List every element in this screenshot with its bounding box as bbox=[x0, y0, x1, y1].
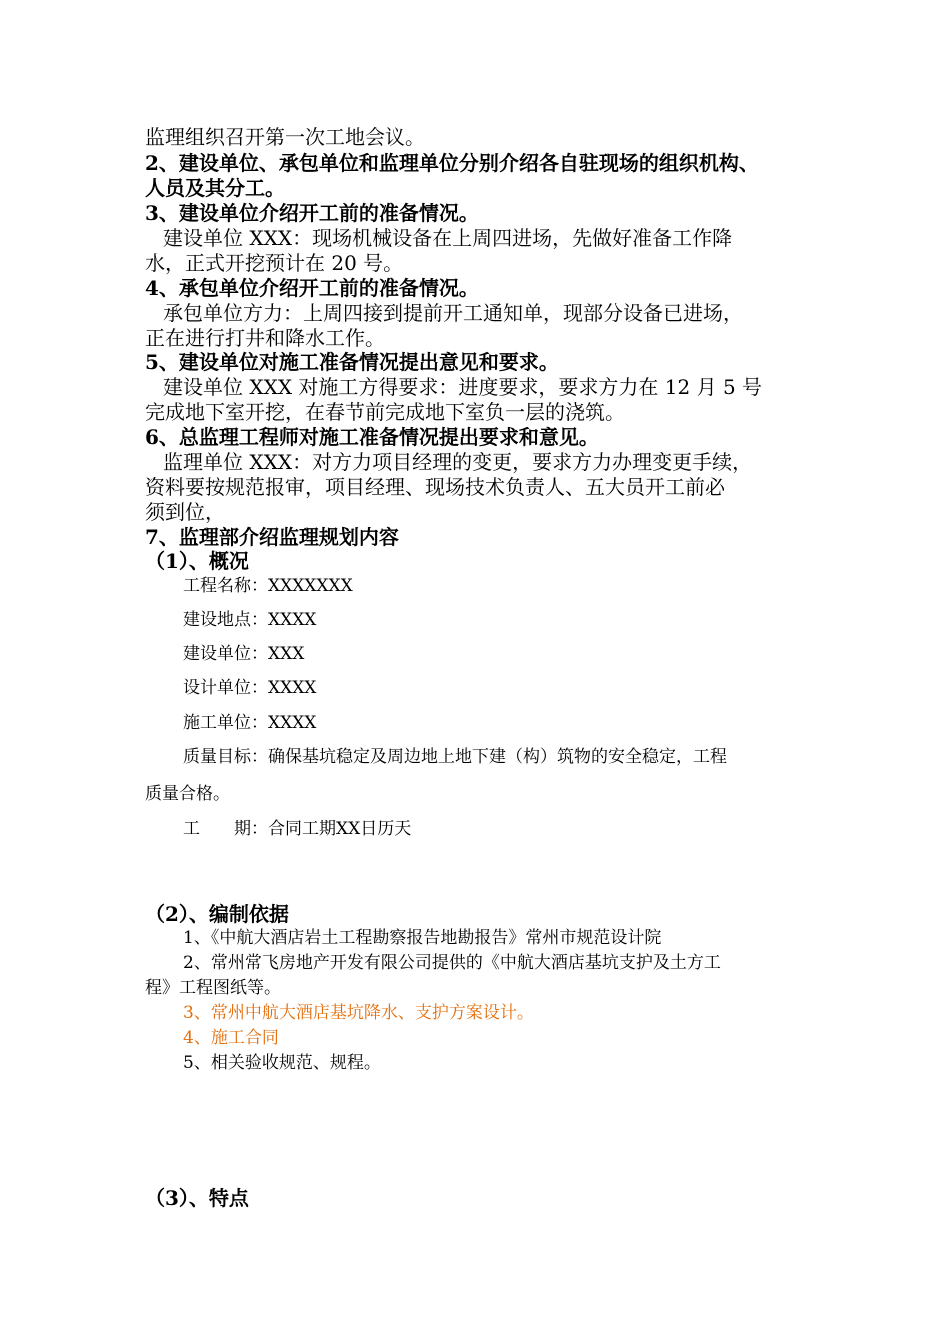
agenda-item-3-body-1: 建设单位 XXX：现场机械设备在上周四进场，先做好准备工作降 bbox=[163, 226, 733, 250]
overview-project-name: 工程名称：XXXXXXX bbox=[183, 576, 353, 596]
agenda-item-6-body-1: 监理单位 XXX：对方力项目经理的变更，要求方力办理变更手续， bbox=[163, 450, 753, 474]
agenda-item-5-title: 5、建设单位对施工准备情况提出意见和要求。 bbox=[145, 350, 559, 374]
overview-heading: （1）、概况 bbox=[145, 549, 249, 573]
basis-item-2-line-1: 2、常州常飞房地产开发有限公司提供的《中航大酒店基坑支护及土方工 bbox=[183, 953, 721, 973]
basis-item-4: 4、施工合同 bbox=[183, 1028, 279, 1048]
overview-designer: 设计单位：XXXX bbox=[183, 678, 317, 698]
overview-duration bbox=[183, 821, 411, 838]
basis-item-1: 1、《中航大酒店岩土工程勘察报告地勘报告》常州市规范设计院 bbox=[183, 928, 662, 948]
agenda-item-3-title: 3、建设单位介绍开工前的准备情况。 bbox=[145, 201, 479, 225]
overview-duration-label: 工 期： bbox=[183, 819, 268, 839]
agenda-item-4-title: 4、承包单位介绍开工前的准备情况。 bbox=[145, 276, 479, 300]
overview-owner: 建设单位：XXX bbox=[183, 644, 305, 664]
basis-heading: （2）、编制依据 bbox=[145, 902, 289, 926]
agenda-item-2-line-2: 人员及其分工。 bbox=[145, 176, 285, 200]
agenda-item-6-body-2: 资料要按规范报审，项目经理、现场技术负责人、五大员开工前必 bbox=[145, 475, 725, 499]
agenda-item-3-body-2: 水，正式开挖预计在 20 号。 bbox=[145, 251, 404, 275]
overview-quality-line-2: 质量合格。 bbox=[145, 784, 230, 804]
agenda-item-5-body-2: 完成地下室开挖，在春节前完成地下室负一层的浇筑。 bbox=[145, 400, 625, 424]
overview-contractor: 施工单位：XXXX bbox=[183, 713, 317, 733]
overview-location: 建设地点：XXXX bbox=[183, 610, 317, 630]
agenda-item-7-title: 7、监理部介绍监理规划内容 bbox=[145, 525, 399, 549]
agenda-item-6-body-3: 须到位， bbox=[145, 500, 225, 524]
basis-item-5: 5、相关验收规范、规程。 bbox=[183, 1053, 381, 1073]
agenda-item-4-body-2: 正在进行打井和降水工作。 bbox=[145, 326, 385, 350]
basis-item-3: 3、常州中航大酒店基坑降水、支护方案设计。 bbox=[183, 1003, 534, 1023]
agenda-item-5-body-1: 建设单位 XXX 对施工方得要求：进度要求，要求方力在 12 月 5 号 bbox=[163, 375, 763, 399]
agenda-item-4-body-1: 承包单位方力：上周四接到提前开工通知单，现部分设备已进场， bbox=[163, 301, 743, 325]
intro-text: 监理组织召开第一次工地会议。 bbox=[145, 125, 425, 149]
overview-quality-line-1: 质量目标：确保基坑稳定及周边地上地下建（构）筑物的安全稳定，工程 bbox=[183, 747, 727, 767]
features-heading: （3）、特点 bbox=[145, 1186, 249, 1210]
agenda-item-2-line-1: 2、建设单位、承包单位和监理单位分别介绍各自驻现场的组织机构、 bbox=[145, 151, 759, 175]
agenda-item-6-title: 6、总监理工程师对施工准备情况提出要求和意见。 bbox=[145, 425, 599, 449]
overview-duration-value: 合同工期XX日历天 bbox=[268, 819, 412, 839]
basis-item-2-line-2: 程》工程图纸等。 bbox=[145, 978, 281, 998]
